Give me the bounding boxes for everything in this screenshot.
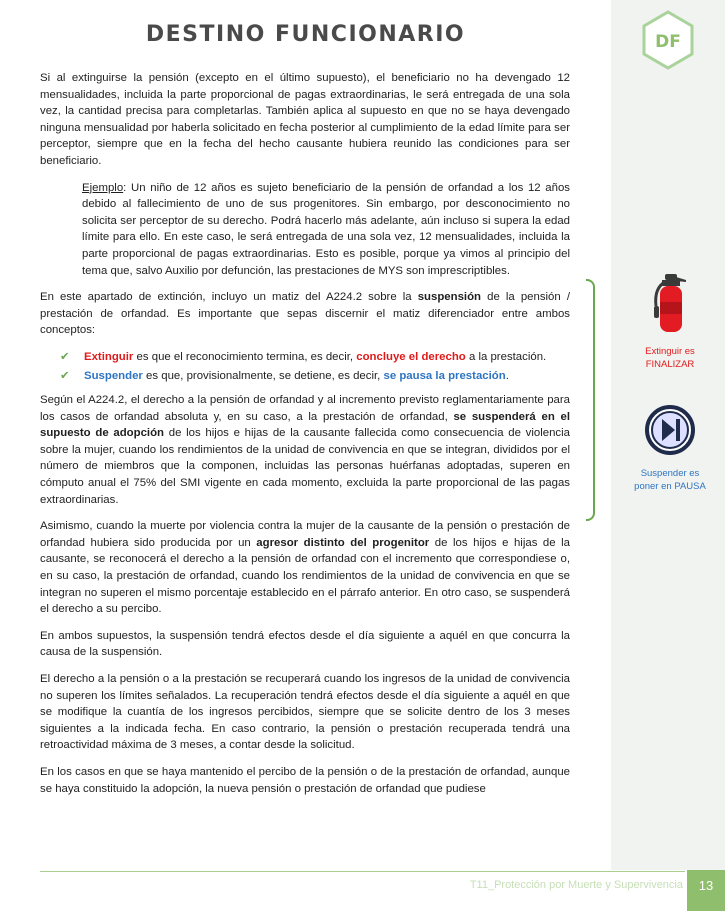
check-icon: ✔ bbox=[60, 350, 70, 363]
paragraph: Si al extinguirse la pensión (excepto en el último supuesto), el beneficiario no ha devengado 12 mensualidades, incluida la parte proporcional de pagas extraordinarias, le será entregada de una sola vez, la cantidad precisa para completarlas. También aplica al supuesto en que no se haya devengado ninguna mensualidad por haberla solicitado en fecha posterior al cumplimiento de la edad límite para ser perceptor, siempre que en la fecha del hecho causante hubiera reunido las condiciones para ser beneficiario. bbox=[40, 72, 570, 167]
definition-list bbox=[60, 349, 570, 384]
paragraph: En los casos en que se haya mantenido el percibo de la pensión o de la prestación de orfandad, aunque se haya constituido la adopción, la nueva pensión o prestación de orfandad que pudiese bbox=[40, 765, 570, 795]
suspend-note bbox=[620, 404, 720, 493]
page-title: DESTINO FUNCIONARIO bbox=[145, 22, 466, 47]
fire-extinguisher-icon bbox=[650, 272, 690, 334]
check-icon: ✔ bbox=[60, 369, 70, 382]
logo-badge-icon bbox=[640, 9, 696, 71]
extinguish-caption-line2: FINALIZAR bbox=[645, 359, 695, 370]
footer-doc-title: T11_Protección por Muerte y Supervivencia bbox=[469, 879, 683, 891]
green-bracket bbox=[586, 279, 595, 521]
paragraph: Asimismo, cuando la muerte por violencia contra la mujer de la causante de la pensión o prestación de orfandad hubiera sido producida por un agresor distinto del progenitor de los hijos e hijas de la causante, se reconocerá el derecho a la pensión de orfandad con el incremento que correspondiese o, en su caso, la prestación de orfandad, cuando los rendimientos de la unidad de convivencia en que se integran no superen el mismo porcentaje establecido en el párrafo anterior. En otro caso, se suspenderá el derecho a su percibo. bbox=[40, 520, 571, 616]
paragraph: El derecho a la pensión o a la prestación se recuperará cuando los ingresos de la unidad de convivencia no superen los límites señalados. La recuperación tendrá efectos desde el día siguiente a aquél en que se modifique la cuantía de los ingresos percibidos, siempre que se solicite dentro de los 3 meses siguientes a la indicada fecha. En caso contrario, la pensión o prestación recuperada tendrá una retroactividad máxima de 3 meses, a contar desde la solicitud. bbox=[40, 673, 570, 752]
extinguish-caption-line1: Extinguir es bbox=[645, 346, 695, 357]
pause-play-icon bbox=[644, 404, 696, 456]
suspend-caption-line2: poner en PAUSA bbox=[634, 481, 706, 492]
list-item: ✔ Extinguir es que el reconocimiento termina, es decir, concluye el derecho a la prestación. bbox=[60, 349, 570, 366]
main-content bbox=[40, 70, 570, 807]
extinguish-note bbox=[620, 272, 720, 371]
paragraph: Según el A224.2, el derecho a la pensión de orfandad y al incremento previsto reglamentariamente para los casos de orfandad absoluta y, en su caso, a la prestación de orfandad, se suspenderá en el supuesto de adopción de los hijos e hijas de la causante fallecida como consecuencia de violencia sobre la mujer, cuando los rendimientos de la unidad de convivencia en que se integran, divididos por el número de miembros que la componen, incluidas las personas huérfanas adoptadas, superen en cómputo anual el 75% del SMI vigente en cada momento, excluida la parte proporcional de las pagas extraordinarias. bbox=[40, 394, 570, 506]
example-paragraph: Ejemplo: Un niño de 12 años es sujeto beneficiario de la pensión de orfandad a los 12 años debido al fallecimiento de uno de sus progenitores. Sin embargo, por desconocimiento no solicita ser perceptor de su derecho. Podrá hacerlo más adelante, aún incluso si supera la edad límite para ello. En este caso, le será entregada de una sola vez, 12 mensualidades, incluida la parte proporcional de pagas extraordinarias. Esto es posible, porque ya vimos al principio del tema que, salvo Auxilio por defunción, las prestaciones de MYS son imprescriptibles. bbox=[82, 181, 570, 277]
paragraph: En ambos supuestos, la suspensión tendrá efectos desde el día siguiente a aquél en que concurra la causa de la suspensión. bbox=[40, 629, 570, 659]
example-label: Ejemplo bbox=[82, 181, 124, 194]
logo-text: DF bbox=[655, 32, 681, 52]
page-number: 13 bbox=[687, 870, 725, 911]
footer-divider bbox=[40, 871, 685, 872]
paragraph: En este apartado de extinción, incluyo un matiz del A224.2 sobre la suspensión de la pensión / prestación de orfandad. Es importante que sepas discernir el matiz diferenciador entre ambos conceptos: bbox=[40, 291, 570, 337]
list-item: ✔ Suspender es que, provisionalmente, se detiene, es decir, se pausa la prestación. bbox=[60, 368, 570, 385]
suspend-caption-line1: Suspender es bbox=[640, 468, 700, 479]
